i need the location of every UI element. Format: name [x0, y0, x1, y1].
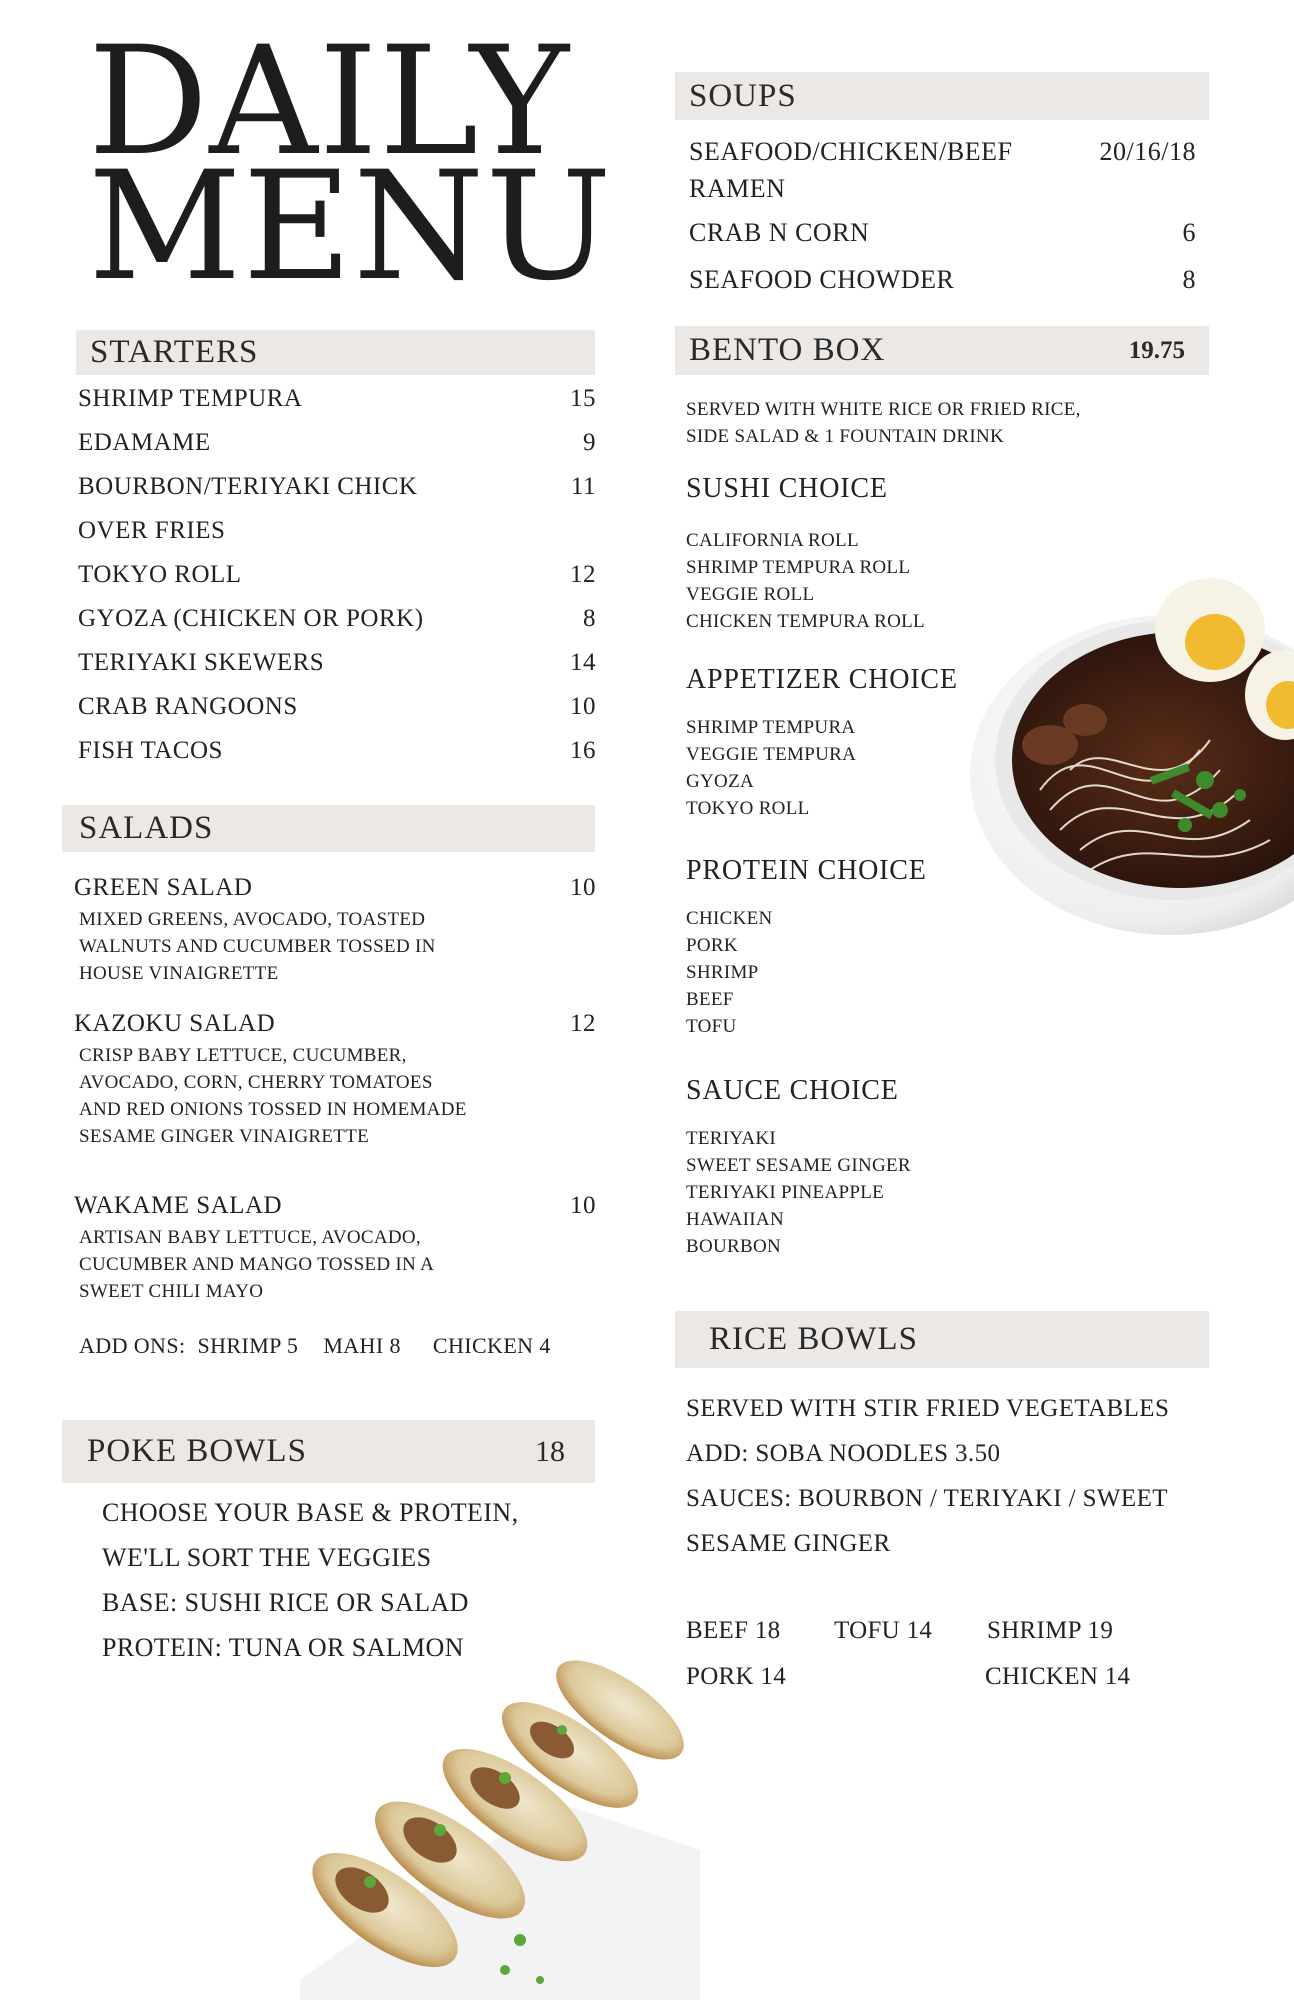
- poke-price: 18: [535, 1434, 565, 1468]
- list-item: PORK: [686, 935, 738, 956]
- item-price: 16: [570, 737, 596, 764]
- list-item: VEGGIE ROLL: [686, 584, 815, 605]
- sushi-heading: SUSHI CHOICE: [686, 473, 888, 504]
- item-name: SEAFOOD/CHICKEN/BEEF: [689, 137, 1013, 166]
- salads-header: [62, 805, 595, 852]
- list-item: CALIFORNIA ROLL: [686, 530, 859, 551]
- list-item: CHICKEN: [686, 908, 773, 929]
- desc-line: MIXED GREENS, AVOCADO, TOASTED: [79, 909, 426, 930]
- addon-item: SHRIMP 5: [197, 1333, 299, 1358]
- rice-line: SESAME GINGER: [686, 1530, 891, 1557]
- item-name: EDAMAME: [78, 429, 211, 456]
- item-price: 9: [583, 429, 596, 456]
- rice-line: SAUCES: BOURBON / TERIYAKI / SWEET: [686, 1485, 1168, 1512]
- poke-description: [102, 1490, 602, 1670]
- desc-line: WALNUTS AND CUCUMBER TOSSED IN: [79, 936, 436, 957]
- protein-list: [686, 905, 1016, 1040]
- poke-line: CHOOSE YOUR BASE & PROTEIN,: [102, 1498, 519, 1527]
- served-line: SIDE SALAD & 1 FOUNTAIN DRINK: [686, 426, 1005, 447]
- soups-header: [675, 72, 1209, 120]
- item-name: GYOZA (CHICKEN OR PORK): [78, 605, 424, 632]
- poke-line: WE'LL SORT THE VEGGIES: [102, 1543, 432, 1572]
- menu-item: [78, 737, 596, 781]
- desc-line: ARTISAN BABY LETTUCE, AVOCADO,: [79, 1227, 421, 1248]
- rice-price: PORK 14: [686, 1663, 787, 1690]
- desc-line: HOUSE VINAIGRETTE: [79, 963, 279, 984]
- rice-line: ADD: SOBA NOODLES 3.50: [686, 1440, 1001, 1467]
- appetizer-heading: APPETIZER CHOICE: [686, 664, 958, 695]
- item-name: CRAB RANGOONS: [78, 693, 298, 720]
- item-name: KAZOKU SALAD: [74, 1010, 276, 1037]
- item-price: 11: [570, 473, 596, 500]
- salad-title-row: [74, 874, 596, 902]
- desc-line: SWEET CHILI MAYO: [79, 1281, 264, 1302]
- item-price: 12: [570, 1010, 596, 1037]
- menu-item: [78, 693, 596, 737]
- rice-price: CHICKEN 14: [985, 1663, 1131, 1690]
- salad-description: [74, 1224, 596, 1305]
- title-line-1: DAILY: [88, 15, 570, 189]
- item-price: 14: [570, 649, 596, 676]
- bento-served: [686, 396, 1206, 450]
- menu-item: [78, 473, 596, 517]
- appetizer-list: [686, 714, 1016, 822]
- poke-line: PROTEIN: TUNA OR SALMON: [102, 1633, 464, 1662]
- addons-label: ADD ONS:: [79, 1333, 186, 1358]
- list-item: BOURBON: [686, 1236, 782, 1257]
- rice-price: BEEF 18: [686, 1617, 781, 1644]
- list-item: TERIYAKI: [686, 1128, 776, 1149]
- item-price: 8: [583, 605, 596, 632]
- item-name: TOKYO ROLL: [78, 561, 242, 588]
- list-item: GYOZA: [686, 771, 754, 792]
- list-item: CHICKEN TEMPURA ROLL: [686, 611, 925, 632]
- addon-item: MAHI 8: [323, 1333, 401, 1358]
- item-name: OVER FRIES: [78, 517, 226, 544]
- sauce-choice: [686, 1075, 1016, 1260]
- list-item: TOFU: [686, 1016, 737, 1037]
- item-name: TERIYAKI SKEWERS: [78, 649, 325, 676]
- addon-item: CHICKEN 4: [432, 1333, 551, 1358]
- menu-item: [78, 517, 596, 561]
- sushi-list: [686, 527, 1016, 635]
- item-name: BOURBON/TERIYAKI CHICK: [78, 473, 418, 500]
- desc-line: AND RED ONIONS TOSSED IN HOMEMADE: [79, 1099, 467, 1120]
- salads-heading: SALADS: [79, 810, 214, 846]
- menu-item: [78, 385, 596, 429]
- sauce-heading: SAUCE CHOICE: [686, 1075, 899, 1106]
- bento-price: 19.75: [1128, 336, 1185, 364]
- salad-title-row: [74, 1192, 596, 1220]
- appetizer-choice: [686, 664, 1016, 822]
- item-price: 10: [570, 874, 596, 901]
- menu-item: [689, 174, 1196, 218]
- item-price: 6: [1182, 218, 1196, 247]
- page-title: [88, 15, 613, 314]
- list-item: TERIYAKI PINEAPPLE: [686, 1182, 885, 1203]
- item-price: 10: [570, 693, 596, 720]
- item-name: RAMEN: [689, 174, 786, 203]
- list-item: HAWAIIAN: [686, 1209, 784, 1230]
- salad-description: [74, 906, 596, 987]
- rice-description: [686, 1386, 1246, 1566]
- desc-line: CUCUMBER AND MANGO TOSSED IN A: [79, 1254, 435, 1275]
- item-name: GREEN SALAD: [74, 874, 253, 901]
- starters-heading: STARTERS: [90, 334, 259, 370]
- starters-list: [78, 385, 596, 781]
- rice-price-row: [686, 1617, 1246, 1663]
- salad-addons: [79, 1333, 599, 1359]
- item-name: SHRIMP TEMPURA: [78, 385, 303, 412]
- menu-item: [689, 265, 1196, 309]
- list-item: SHRIMP TEMPURA: [686, 717, 856, 738]
- list-item: TOKYO ROLL: [686, 798, 810, 819]
- menu-item: [78, 561, 596, 605]
- rice-line: SERVED WITH STIR FRIED VEGETABLES: [686, 1395, 1170, 1422]
- list-item: SHRIMP TEMPURA ROLL: [686, 557, 911, 578]
- ramen-bowl-photo: [970, 570, 1294, 940]
- item-price: 12: [570, 561, 596, 588]
- sushi-choice: [686, 473, 1016, 635]
- title-line-2: MENU: [88, 140, 613, 314]
- desc-line: SESAME GINGER VINAIGRETTE: [79, 1126, 370, 1147]
- list-item: BEEF: [686, 989, 734, 1010]
- menu-item: [689, 137, 1196, 174]
- poke-heading: POKE BOWLS: [87, 1433, 307, 1469]
- bento-header: [675, 326, 1209, 375]
- gyoza-photo: [300, 1650, 700, 2000]
- salad-wakame: [74, 1192, 596, 1305]
- rice-price: TOFU 14: [834, 1617, 933, 1644]
- rice-prices: [686, 1617, 1246, 1709]
- rice-price-row: [686, 1663, 1246, 1709]
- item-name: WAKAME SALAD: [74, 1192, 283, 1219]
- soups-list: [689, 137, 1196, 309]
- desc-line: CRISP BABY LETTUCE, CUCUMBER,: [79, 1045, 407, 1066]
- protein-choice: [686, 855, 1016, 1040]
- item-name: SEAFOOD CHOWDER: [689, 265, 955, 294]
- served-line: SERVED WITH WHITE RICE OR FRIED RICE,: [686, 399, 1081, 420]
- menu-item: [78, 605, 596, 649]
- item-price: 8: [1182, 265, 1196, 294]
- poke-header: [62, 1420, 595, 1483]
- bento-heading: BENTO BOX: [689, 332, 886, 368]
- rice-heading: RICE BOWLS: [709, 1321, 918, 1357]
- salad-kazoku: [74, 1010, 596, 1150]
- menu-item: [78, 649, 596, 693]
- starters-header: [76, 330, 595, 375]
- list-item: SWEET SESAME GINGER: [686, 1155, 911, 1176]
- desc-line: AVOCADO, CORN, CHERRY TOMATOES: [79, 1072, 433, 1093]
- salad-title-row: [74, 1010, 596, 1038]
- list-item: SHRIMP: [686, 962, 759, 983]
- menu-item: [689, 218, 1196, 265]
- sauce-list: [686, 1125, 1016, 1260]
- list-item: VEGGIE TEMPURA: [686, 744, 857, 765]
- menu-item: [78, 429, 596, 473]
- item-price: 10: [570, 1192, 596, 1219]
- item-price: 15: [570, 385, 596, 412]
- soups-heading: SOUPS: [689, 77, 797, 114]
- poke-line: BASE: SUSHI RICE OR SALAD: [102, 1588, 469, 1617]
- salad-description: [74, 1042, 596, 1150]
- item-name: CRAB N CORN: [689, 218, 870, 247]
- item-price: 20/16/18: [1099, 137, 1196, 166]
- rice-price: SHRIMP 19: [987, 1617, 1114, 1644]
- item-name: FISH TACOS: [78, 737, 223, 764]
- protein-heading: PROTEIN CHOICE: [686, 855, 927, 886]
- salad-green: [74, 874, 596, 987]
- rice-header: [675, 1311, 1209, 1368]
